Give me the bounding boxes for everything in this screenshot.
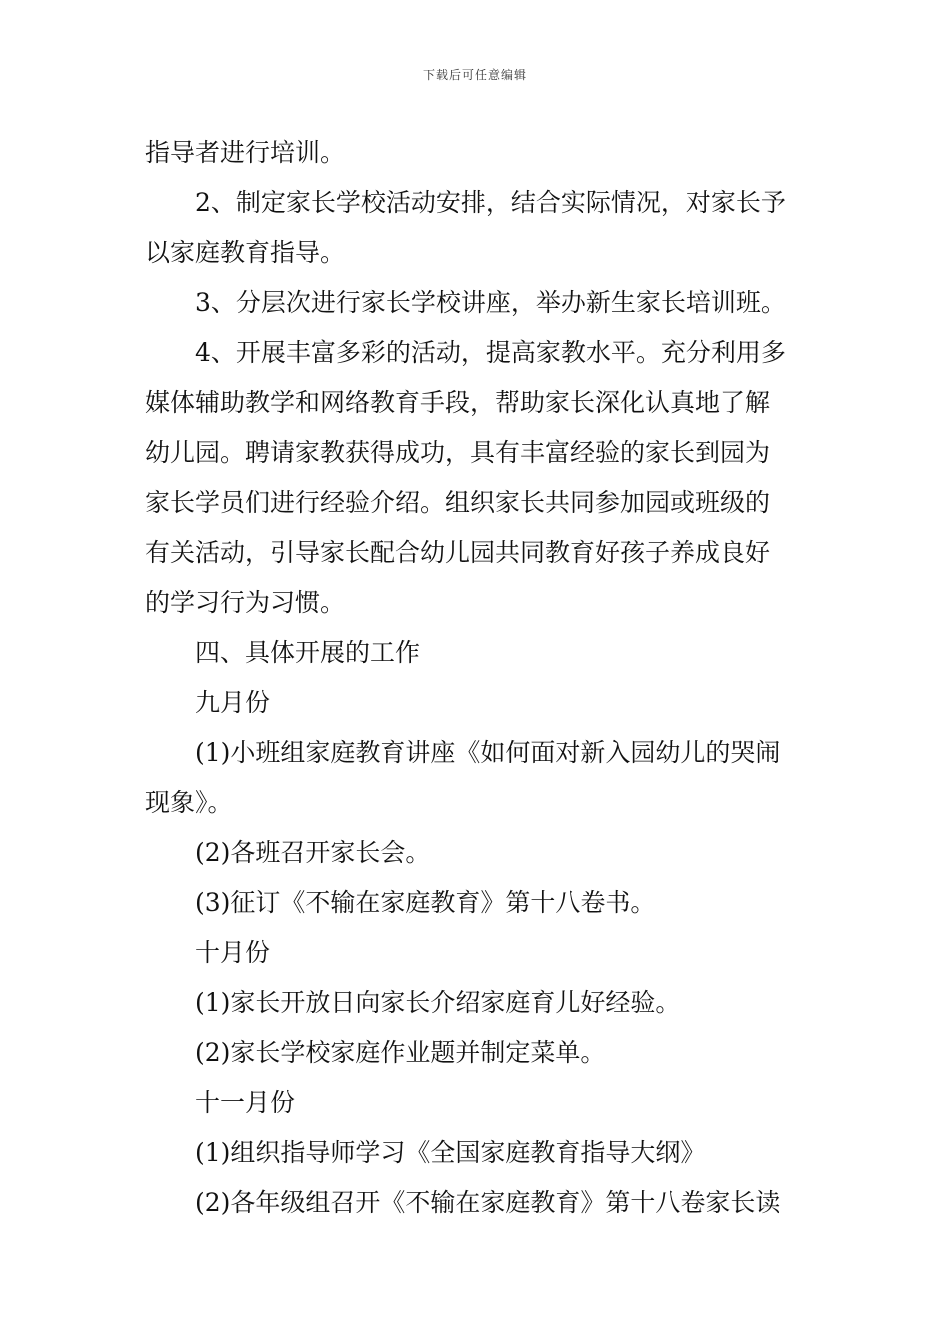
list-item: (2)各年级组召开《不输在家庭教育》第十八卷家长读	[195, 1188, 781, 1217]
month-heading: 十月份	[195, 938, 271, 967]
month-heading: 十一月份	[195, 1088, 296, 1117]
document-body	[145, 128, 810, 1228]
list-item: (1)组织指导师学习《全国家庭教育指导大纲》	[195, 1138, 706, 1167]
text-line: 媒体辅助教学和网络教育手段，帮助家长深化认真地了解	[145, 388, 771, 417]
text-line: 2、制定家长学校活动安排，结合实际情况，对家长予	[195, 188, 786, 217]
text-line: 的学习行为习惯。	[145, 588, 346, 617]
list-item: (1)家长开放日向家长介绍家庭育儿好经验。	[195, 988, 681, 1017]
text-line: 家长学员们进行经验介绍。组织家长共同参加园或班级的	[145, 488, 771, 517]
text-line: 现象》。	[145, 788, 233, 817]
text-line: 4、开展丰富多彩的活动，提高家教水平。充分利用多	[195, 338, 786, 367]
list-item: (3)征订《不输在家庭教育》第十八卷书。	[195, 888, 656, 917]
month-heading: 九月份	[195, 688, 271, 717]
section-heading: 四、具体开展的工作	[195, 638, 421, 667]
text-line: 有关活动，引导家长配合幼儿园共同教育好孩子养成良好	[145, 538, 771, 567]
header-note: 下载后可任意编辑	[422, 68, 527, 82]
text-line: 幼儿园。聘请家教获得成功，具有丰富经验的家长到园为	[145, 438, 771, 467]
text-line: 指导者进行培训。	[145, 138, 346, 167]
list-item: (2)家长学校家庭作业题并制定菜单。	[195, 1038, 606, 1067]
text-line: 3、分层次进行家长学校讲座，举办新生家长培训班。	[195, 288, 786, 317]
list-item: (1)小班组家庭教育讲座《如何面对新入园幼儿的哭闹	[195, 738, 781, 767]
text-line: 以家庭教育指导。	[145, 238, 346, 267]
list-item: (2)各班召开家长会。	[195, 838, 431, 867]
